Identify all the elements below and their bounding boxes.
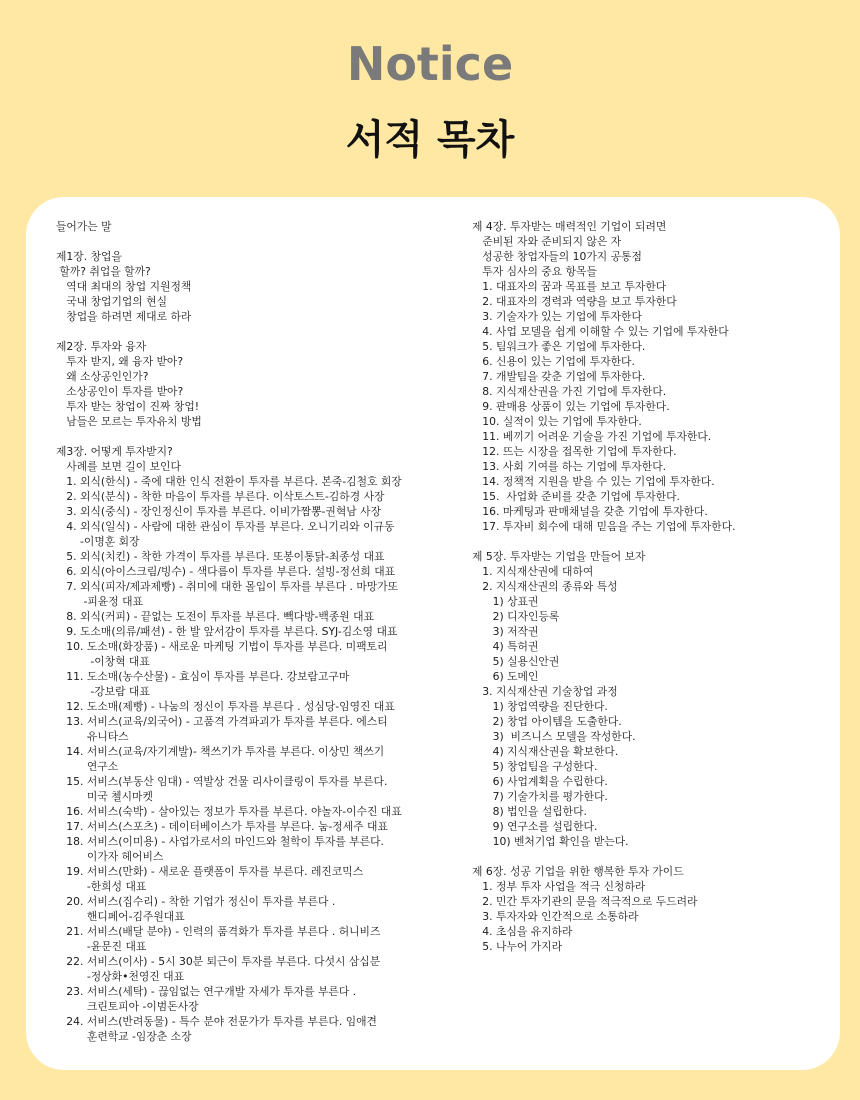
toc-line: 사례를 보면 길이 보인다 [56,460,181,473]
toc-line: 20. 서비스(집수리) - 착한 기업가 정신이 투자를 부른다 . [56,895,336,908]
toc-line: 투자 받는 창업이 진짜 창업! [56,400,200,413]
toc-line: 14. 정책적 지원을 받을 수 있는 기업에 투자한다. [472,475,715,488]
toc-line [472,849,832,864]
toc-line: 1) 창업역량을 진단한다. [472,700,608,713]
toc-line: 7. 외식(피자/제과제빵) - 취미에 대한 몰입이 투자를 부른다 . 마망가또 [56,580,399,593]
toc-line: 10) 벤처기업 확인을 받는다. [472,835,629,848]
toc-line: 유니타스 [56,730,129,743]
toc-line: 3. 외식(중식) - 장인정신이 투자를 부른다. 이비가짬뽕-권혁남 사장 [56,505,382,518]
toc-line: 17. 투자비 회수에 대해 믿음을 주는 기업에 투자한다. [472,520,736,533]
toc-line: 이가자 헤어비스 [56,850,164,863]
toc-line: 2. 민간 투자기관의 문을 적극적으로 두드려라 [472,895,698,908]
toc-line: 15. 서비스(부동산 임대) - 역발상 건물 리사이클링이 투자를 부른다. [56,775,388,788]
toc-line: -정상화•천영진 대표 [56,970,185,983]
toc-line: 연구소 [56,760,119,773]
toc-line: 8. 외식(커피) - 끝없는 도전이 투자를 부른다. 빽다방-백종원 대표 [56,610,375,623]
toc-line: 21. 서비스(배달 분야) - 인력의 품격화가 투자를 부른다 . 허니비즈 [56,925,381,938]
toc-line: 13. 사회 기여를 하는 기업에 투자한다. [472,460,667,473]
toc-line: 22. 서비스(이사) - 5시 30분 퇴근이 투자를 부른다. 다섯시 삼십분 [56,955,381,968]
toc-line: 1. 지식재산권에 대하여 [472,565,594,578]
toc-line: 9. 판매용 상품이 있는 기업에 투자한다. [472,400,670,413]
toc-line: 제 4장. 투자받는 매력적인 기업이 되려면 [472,220,667,233]
toc-line: 9) 연구소를 설립한다. [472,820,598,833]
toc-line: 왜 소상공인인가? [56,370,149,383]
toc-left-column [56,219,456,1044]
page-title: 서적 목차 [345,117,515,163]
toc-line: 1. 정부 투자 사업을 적극 신청하라 [472,880,646,893]
toc-line: 창업을 하려면 제대로 하라 [56,310,192,323]
toc-line: 제 6장. 성공 기업을 위한 행복한 투자 가이드 [472,865,684,878]
toc-line: 24. 서비스(반려동물) - 특수 분야 전문가가 투자를 부른다. 임애견 [56,1015,377,1028]
toc-line: 1. 외식(한식) - 죽에 대한 인식 전환이 투자를 부른다. 본죽-김철호 회장 [56,475,402,488]
toc-line [56,234,456,249]
toc-line: 할까? 취업을 할까? [56,265,151,278]
toc-line: 11. 베끼기 어려운 기술을 가진 기업에 투자한다. [472,430,712,443]
toc-line: -이창혁 대표 [56,655,150,668]
toc-line: 4. 초심을 유지하라 [472,925,573,938]
toc-line: 남들은 모르는 투자유치 방법 [56,415,202,428]
toc-line: 국내 창업기업의 현실 [56,295,168,308]
toc-line: 10. 실적이 있는 기업에 투자한다. [472,415,642,428]
toc-line: 7) 기술가치를 평가한다. [472,790,608,803]
toc-line: 18. 서비스(이미용) - 사업가로서의 마인드와 철학이 투자를 부른다. [56,835,384,848]
toc-line [56,324,456,339]
toc-line: 4) 지식재산권을 확보한다. [472,745,619,758]
toc-line: 역대 최대의 창업 지원정책 [56,280,192,293]
toc-line: 3. 투자자와 인간적으로 소통하라 [472,910,639,923]
toc-line: 2. 대표자의 경력과 역량을 보고 투자한다 [472,295,677,308]
toc-line: 제1장. 창업을 [56,250,122,263]
toc-line: 준비된 자와 준비되지 않은 자 [472,235,622,248]
toc-line: -한희성 대표 [56,880,147,893]
toc-line: 제2장. 투자와 융자 [56,340,147,353]
toc-line: 6. 신용이 있는 기업에 투자한다. [472,355,635,368]
toc-line: 제3장. 어떻게 투자받지? [56,445,173,458]
toc-line: 투자 받지, 왜 융자 받아? [56,355,184,368]
toc-line: 14. 서비스(교육/자기계발)- 책쓰기가 투자를 부른다. 이상민 책쓰기 [56,745,385,758]
toc-line: 핸디페어-김주원대표 [56,910,185,923]
toc-line: 5. 팀워크가 좋은 기업에 투자한다. [472,340,646,353]
toc-line: 4. 사업 모델을 쉽게 이해할 수 있는 기업에 투자한다 [472,325,729,338]
toc-line: 10. 도소매(화장품) - 새로운 마케팅 기법이 투자를 부른다. 미팩토리 [56,640,388,653]
toc-line: 8) 법인을 설립한다. [472,805,587,818]
toc-line: 2. 지식재산권의 종류와 특성 [472,580,618,593]
toc-line: 4. 외식(일식) - 사람에 대한 관심이 투자를 부른다. 오니기리와 이규동 [56,520,395,533]
toc-line: 2) 디자인등록 [472,610,560,623]
notice-heading: Notice [346,37,514,91]
toc-line: 6) 사업계획을 수립한다. [472,775,608,788]
toc-line: 12. 도소매(제빵) - 나눔의 정신이 투자를 부른다 . 성심당-임영진 대표 [56,700,395,713]
toc-line: 5) 실용신안권 [472,655,560,668]
toc-line: 16. 마케팅과 판매채널을 갖춘 기업에 투자한다. [472,505,708,518]
toc-line: 6. 외식(아이스크림/빙수) - 색다름이 투자를 부른다. 설빙-정선희 대표 [56,565,396,578]
toc-card [26,197,840,1070]
toc-line: 7. 개발팀을 갖춘 기업에 투자한다. [472,370,646,383]
toc-line: 5) 창업팀을 구성한다. [472,760,598,773]
toc-line: 2. 외식(분식) - 착한 마음이 투자를 부른다. 이삭토스트-김하경 사장 [56,490,385,503]
toc-line: 3. 지식재산권 기술창업 과정 [472,685,618,698]
toc-line: 13. 서비스(교육/외국어) - 고품격 가격파괴가 투자를 부른다. 에스티 [56,715,388,728]
toc-line: -윤문진 대표 [56,940,147,953]
toc-line: 들어가는 말 [56,220,112,233]
toc-line: 3) 비즈니스 모델을 작성한다. [472,730,636,743]
toc-line: 3. 기술자가 있는 기업에 투자한다 [472,310,642,323]
toc-line: 9. 도소매(의류/패션) - 한 발 앞서감이 투자를 부른다. SYJ-김소영 대표 [56,625,398,638]
toc-line: 6) 도메인 [472,670,539,683]
toc-line: 제 5장. 투자받는 기업을 만들어 보자 [472,550,646,563]
toc-line: 12. 뜨는 시장을 접목한 기업에 투자한다. [472,445,677,458]
toc-line: 1. 대표자의 꿈과 목표를 보고 투자한다 [472,280,667,293]
toc-line [56,429,456,444]
toc-line: 16. 서비스(숙박) - 살아있는 정보가 투자를 부른다. 야놀자-이수진 대표 [56,805,402,818]
toc-line: 5. 외식(치킨) - 착한 가격이 투자를 부른다. 또봉이통닭-최종성 대표 [56,550,385,563]
toc-line: -피윤정 대표 [56,595,143,608]
toc-line: 5. 나누어 가지라 [472,940,563,953]
toc-line: 11. 도소매(농수산물) - 효심이 투자를 부른다. 강보람고구마 [56,670,350,683]
toc-line: 투자 심사의 중요 항목들 [472,265,597,278]
toc-line: 성공한 창업자들의 10가지 공통점 [472,250,642,263]
toc-line: -강보람 대표 [56,685,150,698]
toc-line: 미국 첼시마켓 [56,790,153,803]
toc-line: 15. 사업화 준비를 갖춘 기업에 투자한다. [472,490,680,503]
toc-line: 소상공인이 투자를 받아? [56,385,184,398]
toc-line: 19. 서비스(만화) - 새로운 플랫폼이 투자를 부른다. 레진코믹스 [56,865,364,878]
toc-line: 1) 상표권 [472,595,539,608]
toc-right-column [472,219,832,954]
toc-line: 크린토피아 -이범돈사장 [56,1000,199,1013]
toc-line: 23. 서비스(세탁) - 끊임없는 연구개발 자세가 투자를 부른다 . [56,985,357,998]
toc-line: 17. 서비스(스포츠) - 데이터베이스가 투자를 부른다. 눔-정세주 대표 [56,820,388,833]
toc-line: -이명훈 회장 [56,535,140,548]
toc-line: 3) 저작권 [472,625,539,638]
toc-line: 훈련학교 -임장춘 소장 [56,1030,192,1043]
toc-line [472,534,832,549]
toc-line: 8. 지식재산권을 가진 기업에 투자한다. [472,385,667,398]
toc-line: 2) 창업 아이템을 도출한다. [472,715,622,728]
toc-line: 4) 특허권 [472,640,539,653]
